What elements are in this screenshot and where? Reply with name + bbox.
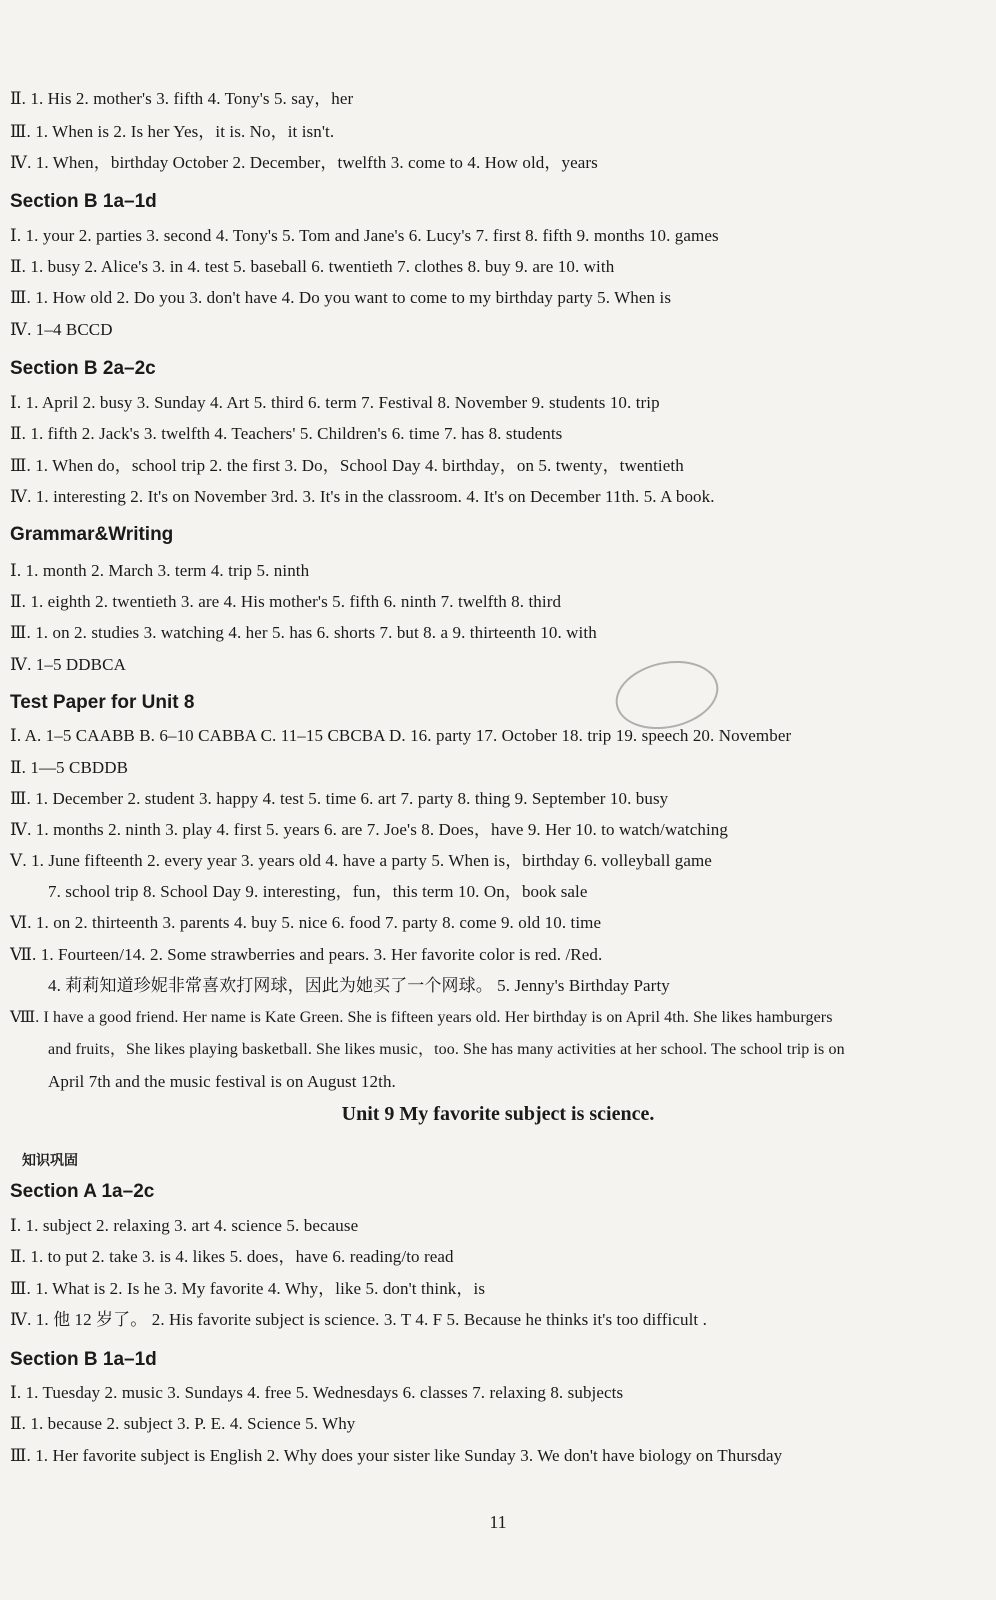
answer-line: Ⅱ. 1—5 CBDDB bbox=[10, 758, 129, 777]
answer-line: Ⅱ. 1. His 2. mother's 3. fifth 4. Tony's 5. say，her bbox=[10, 89, 354, 108]
answer-line: Ⅰ. 1. month 2. March 3. term 4. trip 5. ninth bbox=[10, 561, 310, 580]
answer-line: Ⅳ. 1. interesting 2. It's on November 3rd. 3. It's in the classroom. 4. It's on December 11th. 5. A book. bbox=[10, 487, 715, 506]
answer-line: and fruits，She likes playing basketball. She likes music，too. She has many activities at her school. The school trip is on bbox=[48, 1041, 845, 1058]
answer-line: Ⅰ. 1. subject 2. relaxing 3. art 4. science 5. because bbox=[10, 1216, 359, 1235]
answer-line: Ⅴ. 1. June fifteenth 2. every year 3. years old 4. have a party 5. When is，birthday 6. volleyball game bbox=[10, 851, 712, 870]
section-heading: Section B 1a–1d bbox=[10, 1349, 157, 1370]
answer-line: 7. school trip 8. School Day 9. interesting，fun，this term 10. On，book sale bbox=[48, 882, 588, 901]
answer-line: Ⅰ. 1. Tuesday 2. music 3. Sundays 4. free 5. Wednesdays 6. classes 7. relaxing 8. subjects bbox=[10, 1383, 624, 1402]
page-number: 11 bbox=[489, 1512, 507, 1532]
answer-line: Ⅶ. 1. Fourteen/14. 2. Some strawberries and pears. 3. Her favorite color is red. /Red. bbox=[10, 945, 603, 964]
answer-line: Ⅰ. A. 1–5 CAABB B. 6–10 CABBA C. 11–15 CBCBA D. 16. party 17. October 18. trip 19. speech 20. November bbox=[10, 726, 792, 745]
answer-line: Ⅲ. 1. Her favorite subject is English 2. Why does your sister like Sunday 3. We don't have biology on Thursday bbox=[10, 1446, 783, 1465]
answer-line: Ⅲ. 1. When is 2. Is her Yes，it is. No，it isn't. bbox=[10, 122, 335, 141]
section-heading: Test Paper for Unit 8 bbox=[10, 692, 195, 713]
answer-line: Ⅲ. 1. How old 2. Do you 3. don't have 4. Do you want to come to my birthday party 5. When is bbox=[10, 288, 672, 307]
answer-line: Ⅳ. 1–5 DDBCA bbox=[10, 655, 126, 674]
answer-line: Ⅲ. 1. What is 2. Is he 3. My favorite 4. Why，like 5. don't think，is bbox=[10, 1279, 486, 1298]
answer-line: Ⅲ. 1. When do，school trip 2. the first 3. Do，School Day 4. birthday，on 5. twenty，twentieth bbox=[10, 456, 684, 475]
answer-line: Ⅳ. 1. When，birthday October 2. December，twelfth 3. come to 4. How old，years bbox=[10, 153, 598, 172]
unit-title: Unit 9 My favorite subject is science. bbox=[341, 1103, 655, 1125]
section-heading: Section B 2a–2c bbox=[10, 358, 156, 379]
answer-line: Ⅱ. 1. to put 2. take 3. is 4. likes 5. does，have 6. reading/to read bbox=[10, 1247, 454, 1266]
answer-line: Ⅱ. 1. because 2. subject 3. P. E. 4. Science 5. Why bbox=[10, 1414, 356, 1433]
answer-line: Ⅳ. 1. 他 12 岁了。 2. His favorite subject is science. 3. T 4. F 5. Because he thinks it's too difficult . bbox=[10, 1310, 707, 1329]
answer-line: Ⅰ. 1. April 2. busy 3. Sunday 4. Art 5. third 6. term 7. Festival 8. November 9. students 10. trip bbox=[10, 393, 660, 412]
answer-line: Ⅷ. I have a good friend. Her name is Kate Green. She is fifteen years old. Her birthday is on April 4th. She likes hamburgers bbox=[10, 1009, 833, 1026]
answer-line: April 7th and the music festival is on August 12th. bbox=[48, 1072, 396, 1091]
answer-line: 4. 莉莉知道珍妮非常喜欢打网球，因此为她买了一个网球。 5. Jenny's Birthday Party bbox=[48, 976, 670, 995]
answer-line: Ⅲ. 1. December 2. student 3. happy 4. test 5. time 6. art 7. party 8. thing 9. September 10. busy bbox=[10, 789, 669, 808]
answer-line: Ⅳ. 1–4 BCCD bbox=[10, 320, 113, 339]
answer-line: Ⅳ. 1. months 2. ninth 3. play 4. first 5. years 6. are 7. Joe's 8. Does，have 9. Her 10. to watch/watching bbox=[10, 820, 728, 839]
section-heading: Section B 1a–1d bbox=[10, 191, 157, 212]
section-heading: Section A 1a–2c bbox=[10, 1181, 155, 1202]
subsection-label: 知识巩固 bbox=[22, 1153, 78, 1169]
answer-line: Ⅱ. 1. eighth 2. twentieth 3. are 4. His mother's 5. fifth 6. ninth 7. twelfth 8. third bbox=[10, 592, 562, 611]
answer-line: Ⅲ. 1. on 2. studies 3. watching 4. her 5. has 6. shorts 7. but 8. a 9. thirteenth 10. with bbox=[10, 623, 597, 642]
answer-line: Ⅱ. 1. fifth 2. Jack's 3. twelfth 4. Teachers' 5. Children's 6. time 7. has 8. students bbox=[10, 424, 563, 443]
answer-line: Ⅱ. 1. busy 2. Alice's 3. in 4. test 5. baseball 6. twentieth 7. clothes 8. buy 9. are 10. with bbox=[10, 257, 615, 276]
section-heading: Grammar&Writing bbox=[10, 524, 174, 545]
answer-line: Ⅰ. 1. your 2. parties 3. second 4. Tony's 5. Tom and Jane's 6. Lucy's 7. first 8. fifth 9. months 10. games bbox=[10, 226, 719, 245]
answer-line: Ⅵ. 1. on 2. thirteenth 3. parents 4. buy 5. nice 6. food 7. party 8. come 9. old 10. time bbox=[10, 913, 602, 932]
